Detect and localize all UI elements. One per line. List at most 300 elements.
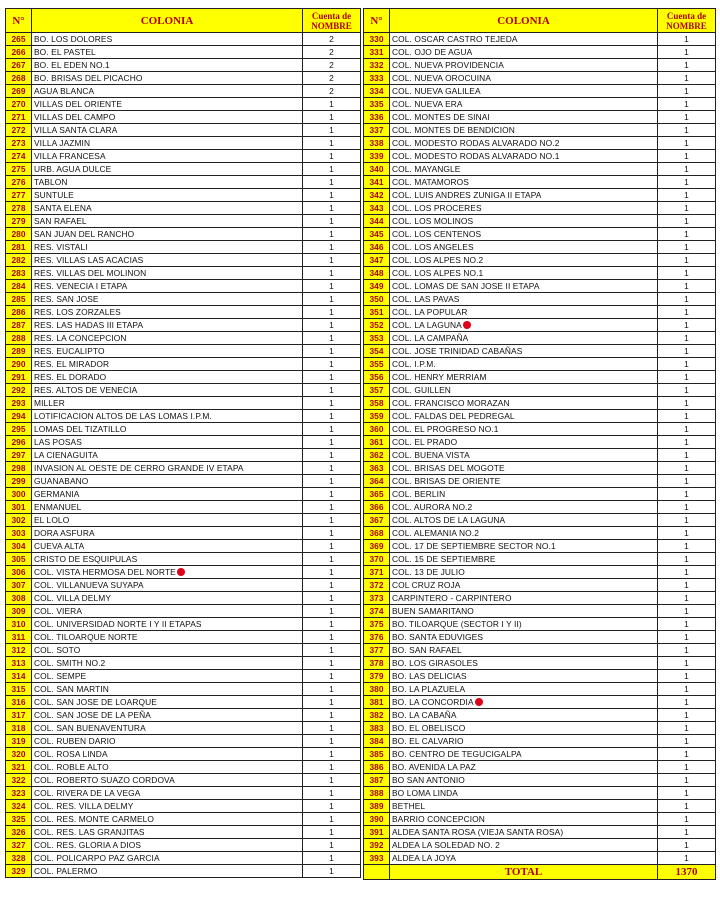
- count-value: 1: [658, 657, 716, 670]
- count-value: 1: [303, 163, 361, 176]
- table-row: [6, 462, 361, 475]
- table-row: [364, 189, 716, 202]
- header-number: N°: [6, 9, 32, 33]
- table-row: [364, 85, 716, 98]
- colonia-name: BO. LOS DOLORES: [34, 34, 113, 44]
- colonia-name: COL. HENRY MERRIAM: [392, 372, 487, 382]
- colonia-name: SAN JUAN DEL RANCHO: [34, 229, 135, 239]
- count-value: 1: [658, 423, 716, 436]
- colonia-name-cell: [390, 579, 658, 592]
- row-number: 306: [6, 566, 32, 579]
- colonia-name-cell: [32, 813, 303, 826]
- row-number: 282: [6, 254, 32, 267]
- row-number: 267: [6, 59, 32, 72]
- table-row: [6, 501, 361, 514]
- count-value: 1: [658, 852, 716, 865]
- colonia-name-cell: [32, 670, 303, 683]
- colonia-name-cell: [32, 319, 303, 332]
- count-value: 1: [303, 670, 361, 683]
- table-row: [6, 397, 361, 410]
- colonia-name-cell: [390, 59, 658, 72]
- colonia-name-cell: [390, 488, 658, 501]
- row-number: 353: [364, 332, 390, 345]
- row-number: 285: [6, 293, 32, 306]
- colonia-name-cell: [390, 98, 658, 111]
- count-value: 1: [303, 436, 361, 449]
- row-number: 391: [364, 826, 390, 839]
- colonia-name: RES. EL MIRADOR: [34, 359, 110, 369]
- row-number: 357: [364, 384, 390, 397]
- row-number: 310: [6, 618, 32, 631]
- colonia-name-cell: [390, 605, 658, 618]
- count-value: 1: [658, 176, 716, 189]
- colonia-name-cell: [32, 124, 303, 137]
- count-value: 1: [658, 527, 716, 540]
- colonia-name: COL. I.P.M.: [392, 359, 436, 369]
- count-value: 1: [658, 475, 716, 488]
- colonia-name-cell: [390, 852, 658, 865]
- count-value: 1: [303, 735, 361, 748]
- colonia-name-cell: [390, 293, 658, 306]
- table-row: [6, 33, 361, 46]
- count-value: 1: [303, 462, 361, 475]
- colonia-name-cell: [390, 449, 658, 462]
- colonia-name-cell: [32, 618, 303, 631]
- colonia-name: GERMANIA: [34, 489, 80, 499]
- row-number: 288: [6, 332, 32, 345]
- colonia-name: COL. 13 DE JULIO: [392, 567, 465, 577]
- count-value: 1: [303, 761, 361, 774]
- count-value: 1: [658, 449, 716, 462]
- colonia-name-cell: [32, 228, 303, 241]
- row-number: 378: [364, 657, 390, 670]
- count-value: 1: [658, 553, 716, 566]
- table-row: [6, 631, 361, 644]
- count-value: 1: [658, 189, 716, 202]
- row-number: 359: [364, 410, 390, 423]
- colonia-name: COL. MAYANGLE: [392, 164, 461, 174]
- row-number: 330: [364, 33, 390, 46]
- colonia-name: COL. MONTES DE BENDICION: [392, 125, 515, 135]
- row-number: 286: [6, 306, 32, 319]
- row-number: 311: [6, 631, 32, 644]
- count-value: 1: [303, 657, 361, 670]
- row-number: 287: [6, 319, 32, 332]
- table-row: [364, 722, 716, 735]
- red-dot-marker-icon: [475, 698, 483, 706]
- colonia-name-cell: [390, 813, 658, 826]
- colonia-name: COL. VILLANUEVA SUYAPA: [34, 580, 144, 590]
- colonia-name-cell: [390, 189, 658, 202]
- table-row: [6, 761, 361, 774]
- colonia-name: COL CRUZ ROJA: [392, 580, 461, 590]
- count-value: 1: [303, 319, 361, 332]
- row-number: 321: [6, 761, 32, 774]
- total-label: TOTAL: [390, 865, 658, 880]
- row-number: 274: [6, 150, 32, 163]
- table-row: [6, 618, 361, 631]
- table-row: [6, 85, 361, 98]
- count-value: 1: [658, 488, 716, 501]
- table-row: [364, 371, 716, 384]
- count-value: 1: [303, 410, 361, 423]
- colonia-name-cell: [390, 254, 658, 267]
- colonia-name-cell: [390, 423, 658, 436]
- colonia-name-cell: [32, 33, 303, 46]
- table-row: [6, 514, 361, 527]
- count-value: 1: [658, 85, 716, 98]
- table-row: [6, 241, 361, 254]
- table-row: [6, 345, 361, 358]
- left-header-row: [6, 9, 361, 33]
- row-number: 392: [364, 839, 390, 852]
- table-row: [364, 137, 716, 150]
- row-number: 326: [6, 826, 32, 839]
- row-number: 379: [364, 670, 390, 683]
- row-number: 300: [6, 488, 32, 501]
- count-value: 1: [658, 254, 716, 267]
- table-row: [364, 228, 716, 241]
- row-number: 325: [6, 813, 32, 826]
- colonia-name: LOMAS DEL TIZATILLO: [34, 424, 127, 434]
- row-number: 324: [6, 800, 32, 813]
- count-value: 1: [303, 644, 361, 657]
- colonia-name-cell: [390, 748, 658, 761]
- table-row: [364, 33, 716, 46]
- row-number: 318: [6, 722, 32, 735]
- colonia-name-cell: [390, 735, 658, 748]
- count-value: 1: [658, 72, 716, 85]
- colonia-name: RES. VENECIA I ETAPA: [34, 281, 128, 291]
- colonia-name: COL. VISTA HERMOSA DEL NORTE: [34, 567, 176, 577]
- colonia-name-cell: [390, 72, 658, 85]
- colonia-name: COL. RES. MONTE CARMELO: [34, 814, 155, 824]
- count-value: 2: [303, 72, 361, 85]
- colonia-name: COL. LA LAGUNA: [392, 320, 462, 330]
- colonia-name: COL. POLICARPO PAZ GARCIA: [34, 853, 160, 863]
- colonia-name: RES. VISTALI: [34, 242, 88, 252]
- table-row: [364, 631, 716, 644]
- row-number: 294: [6, 410, 32, 423]
- table-row: [364, 826, 716, 839]
- colonia-name: BUEN SAMARITANO: [392, 606, 474, 616]
- count-value: 1: [303, 397, 361, 410]
- row-number: 323: [6, 787, 32, 800]
- row-number: 313: [6, 657, 32, 670]
- total-spacer: [364, 865, 390, 880]
- row-number: 315: [6, 683, 32, 696]
- colonia-name: BO. LA PLAZUELA: [392, 684, 466, 694]
- table-row: [364, 787, 716, 800]
- colonia-name: BO. BRISAS DEL PICACHO: [34, 73, 143, 83]
- count-value: 1: [303, 280, 361, 293]
- colonia-name-cell: [390, 33, 658, 46]
- table-row: [364, 215, 716, 228]
- count-value: 1: [303, 332, 361, 345]
- row-number: 356: [364, 371, 390, 384]
- count-value: 1: [658, 631, 716, 644]
- row-number: 365: [364, 488, 390, 501]
- row-number: 370: [364, 553, 390, 566]
- table-row: [6, 696, 361, 709]
- table-row: [364, 774, 716, 787]
- table-row: [6, 137, 361, 150]
- row-number: 272: [6, 124, 32, 137]
- table-row: [6, 319, 361, 332]
- table-row: [364, 332, 716, 345]
- colonia-name-cell: [32, 397, 303, 410]
- table-row: [6, 839, 361, 852]
- count-value: 1: [303, 605, 361, 618]
- table-row: [6, 280, 361, 293]
- table-row: [364, 553, 716, 566]
- colonia-name: COL. RES. LAS GRANJITAS: [34, 827, 145, 837]
- colonia-name-cell: [32, 358, 303, 371]
- row-number: 348: [364, 267, 390, 280]
- colonia-name: EL LOLO: [34, 515, 70, 525]
- colonia-name-cell: [390, 150, 658, 163]
- colonia-name: RES. ALTOS DE VENECIA: [34, 385, 138, 395]
- count-value: 1: [303, 592, 361, 605]
- total-value: 1370: [658, 865, 716, 880]
- count-value: 1: [303, 423, 361, 436]
- colonia-name: COL. NUEVA ERA: [392, 99, 463, 109]
- table-row: [364, 111, 716, 124]
- colonia-name: BO. EL EDEN NO.1: [34, 60, 110, 70]
- count-value: 1: [658, 267, 716, 280]
- right-header-row: [364, 9, 716, 33]
- count-value: 1: [658, 319, 716, 332]
- colonia-name: COL. LOS CENTENOS: [392, 229, 482, 239]
- table-row: [364, 254, 716, 267]
- colonia-name-cell: [390, 371, 658, 384]
- table-row: [6, 722, 361, 735]
- left-table-body: [6, 33, 361, 878]
- count-value: 1: [658, 618, 716, 631]
- row-number: 349: [364, 280, 390, 293]
- count-value: 1: [658, 124, 716, 137]
- table-row: [6, 553, 361, 566]
- colonia-name-cell: [32, 865, 303, 878]
- colonia-name-cell: [32, 709, 303, 722]
- colonia-name-cell: [32, 436, 303, 449]
- count-value: 1: [658, 137, 716, 150]
- table-row: [364, 293, 716, 306]
- row-number: 331: [364, 46, 390, 59]
- colonia-name: COL. LOS ALPES NO.1: [392, 268, 484, 278]
- count-value: 1: [658, 540, 716, 553]
- colonia-name-cell: [32, 488, 303, 501]
- colonia-name: COL. ROBLE ALTO: [34, 762, 109, 772]
- colonia-name-cell: [390, 397, 658, 410]
- table-row: [6, 59, 361, 72]
- table-row: [364, 241, 716, 254]
- row-number: 280: [6, 228, 32, 241]
- colonia-name: COL. FALDAS DEL PEDREGAL: [392, 411, 515, 421]
- table-row: [6, 189, 361, 202]
- row-number: 296: [6, 436, 32, 449]
- row-number: 367: [364, 514, 390, 527]
- colonia-name-cell: [390, 774, 658, 787]
- row-number: 377: [364, 644, 390, 657]
- row-number: 352: [364, 319, 390, 332]
- colonia-name-cell: [32, 241, 303, 254]
- count-value: 1: [658, 722, 716, 735]
- table-row: [6, 644, 361, 657]
- colonia-name-cell: [390, 436, 658, 449]
- colonia-name: RES. EL DORADO: [34, 372, 107, 382]
- row-number: 385: [364, 748, 390, 761]
- colonia-name: VILLAS DEL CAMPO: [34, 112, 116, 122]
- table-row: [364, 410, 716, 423]
- header-colonia: COLONIA: [390, 9, 658, 33]
- row-number: 381: [364, 696, 390, 709]
- table-row: [364, 449, 716, 462]
- colonia-name: COL. RES. VILLA DELMY: [34, 801, 134, 811]
- count-value: 1: [303, 267, 361, 280]
- table-row: [6, 449, 361, 462]
- colonia-name: COL. TILOARQUE NORTE: [34, 632, 138, 642]
- count-value: 1: [658, 371, 716, 384]
- table-row: [6, 540, 361, 553]
- row-number: 268: [6, 72, 32, 85]
- row-number: 309: [6, 605, 32, 618]
- row-number: 383: [364, 722, 390, 735]
- count-value: 1: [658, 839, 716, 852]
- colonia-name-cell: [32, 514, 303, 527]
- colonia-name-cell: [32, 163, 303, 176]
- colonia-name: COL. OSCAR CASTRO TEJEDA: [392, 34, 518, 44]
- colonia-name: COL. SOTO: [34, 645, 81, 655]
- colonia-name-cell: [32, 553, 303, 566]
- colonia-name-cell: [390, 228, 658, 241]
- colonia-name-cell: [390, 475, 658, 488]
- row-number: 289: [6, 345, 32, 358]
- table-row: [6, 527, 361, 540]
- colonia-name: BO. EL CALVARIO: [392, 736, 464, 746]
- row-number: 376: [364, 631, 390, 644]
- table-row: [364, 306, 716, 319]
- count-value: 2: [303, 85, 361, 98]
- count-value: 1: [303, 98, 361, 111]
- count-value: 1: [303, 826, 361, 839]
- count-value: 1: [658, 202, 716, 215]
- count-value: 1: [303, 540, 361, 553]
- colonia-name-cell: [32, 345, 303, 358]
- table-row: [6, 124, 361, 137]
- colonia-name: BARRIO CONCEPCION: [392, 814, 485, 824]
- row-number: 314: [6, 670, 32, 683]
- table-row: [364, 176, 716, 189]
- colonia-name-cell: [390, 176, 658, 189]
- colonia-name: COL. BRISAS DE ORIENTE: [392, 476, 501, 486]
- row-number: 368: [364, 527, 390, 540]
- colonia-name: BO. LOS GIRASOLES: [392, 658, 478, 668]
- row-number: 281: [6, 241, 32, 254]
- row-number: 283: [6, 267, 32, 280]
- colonia-name: COL. OJO DE AGUA: [392, 47, 473, 57]
- colonia-name-cell: [390, 787, 658, 800]
- count-value: 1: [303, 748, 361, 761]
- table-row: [364, 527, 716, 540]
- colonia-name-cell: [390, 644, 658, 657]
- table-row: [364, 319, 716, 332]
- colonia-name: COL. SMITH NO.2: [34, 658, 106, 668]
- table-row: [364, 579, 716, 592]
- count-value: 1: [658, 605, 716, 618]
- count-value: 2: [303, 59, 361, 72]
- colonia-name: COL. MODESTO RODAS ALVARADO NO.1: [392, 151, 560, 161]
- table-row: [6, 683, 361, 696]
- count-value: 1: [658, 462, 716, 475]
- colonia-name-cell: [390, 111, 658, 124]
- count-value: 1: [658, 345, 716, 358]
- right-table: [363, 8, 716, 880]
- table-row: [6, 215, 361, 228]
- colonia-name-cell: [32, 761, 303, 774]
- colonia-name: COL. MODESTO RODAS ALVARADO NO.2: [392, 138, 560, 148]
- colonia-name: VILLA SANTA CLARA: [34, 125, 118, 135]
- colonia-name: BO. LA CABAÑA: [392, 710, 457, 720]
- count-value: 1: [658, 735, 716, 748]
- colonia-name: BO. EL PASTEL: [34, 47, 96, 57]
- colonia-name: LA CIENAGUITA: [34, 450, 98, 460]
- colonia-name-cell: [390, 800, 658, 813]
- row-number: 320: [6, 748, 32, 761]
- colonia-name: BO SAN ANTONIO: [392, 775, 465, 785]
- colonia-name-cell: [32, 85, 303, 98]
- colonia-name-cell: [32, 735, 303, 748]
- count-value: 1: [658, 241, 716, 254]
- count-value: 1: [303, 527, 361, 540]
- count-value: 1: [303, 254, 361, 267]
- table-row: [364, 735, 716, 748]
- table-row: [6, 410, 361, 423]
- colonia-name-cell: [390, 215, 658, 228]
- colonia-name-cell: [390, 46, 658, 59]
- colonia-name-cell: [390, 670, 658, 683]
- table-row: [6, 98, 361, 111]
- table-row: [6, 111, 361, 124]
- row-number: 373: [364, 592, 390, 605]
- colonia-name: COL. ALEMANIA NO.2: [392, 528, 479, 538]
- count-value: 1: [303, 189, 361, 202]
- table-row: [6, 657, 361, 670]
- colonia-name-cell: [390, 410, 658, 423]
- table-row: [364, 748, 716, 761]
- colonia-name: COL. NUEVA GALILEA: [392, 86, 481, 96]
- colonia-name: URB. AGUA DULCE: [34, 164, 112, 174]
- count-value: 1: [658, 215, 716, 228]
- colonia-name-cell: [32, 111, 303, 124]
- row-number: 297: [6, 449, 32, 462]
- count-value: 1: [303, 800, 361, 813]
- table-row: [6, 254, 361, 267]
- count-value: 1: [303, 488, 361, 501]
- table-row: [6, 735, 361, 748]
- table-row: [364, 46, 716, 59]
- count-value: 1: [303, 852, 361, 865]
- table-row: [364, 267, 716, 280]
- count-value: 1: [303, 722, 361, 735]
- colonia-name-cell: [390, 384, 658, 397]
- count-value: 1: [303, 553, 361, 566]
- colonia-name-cell: [32, 722, 303, 735]
- colonia-name: BO. TILOARQUE (SECTOR I Y II): [392, 619, 522, 629]
- colonia-name: RES. EUCALIPTO: [34, 346, 105, 356]
- count-value: 1: [303, 345, 361, 358]
- colonia-name: BO. AVENIDA LA PAZ: [392, 762, 476, 772]
